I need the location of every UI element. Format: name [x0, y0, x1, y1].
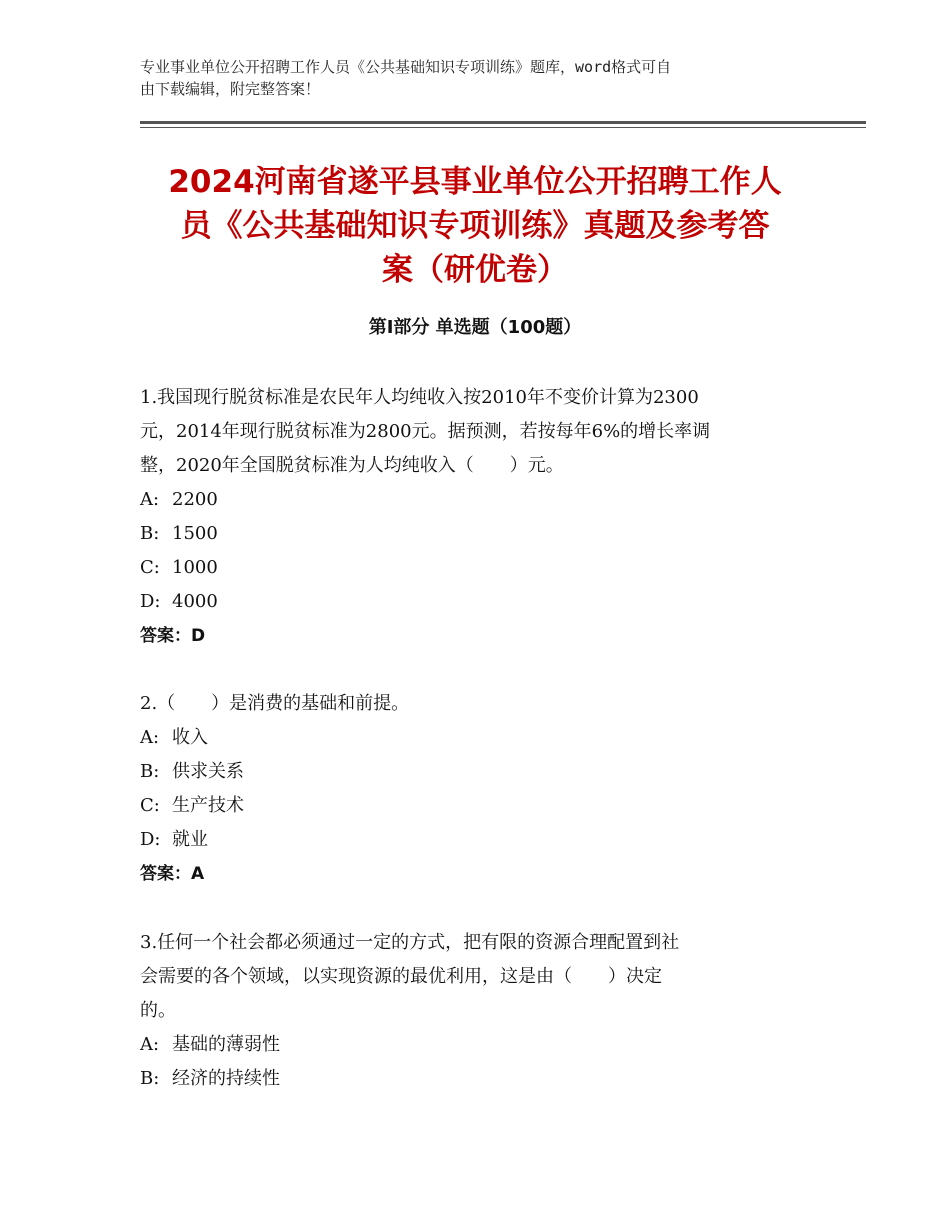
- option-text: 1500: [172, 523, 218, 544]
- option-letter: C:: [140, 557, 160, 578]
- option-text: 2200: [172, 489, 218, 510]
- question-3: [140, 926, 840, 1096]
- option-d: [140, 585, 840, 619]
- option-text: 1000: [172, 557, 218, 578]
- option-letter: B:: [140, 523, 160, 544]
- option-letter: C:: [140, 795, 160, 816]
- option-text: 供求关系: [172, 761, 244, 782]
- question-stem-line: 会需要的各个领域，以实现资源的最优利用，这是由（ ）决定: [140, 966, 662, 987]
- document-title: [120, 160, 830, 292]
- option-letter: A:: [140, 1034, 160, 1055]
- option-letter: D:: [140, 591, 161, 612]
- question-stem-line: 1.我国现行脱贫标准是农民年人均纯收入按2010年不变价计算为2300: [140, 387, 699, 408]
- option-text: 就业: [172, 829, 208, 850]
- option-letter: A:: [140, 727, 160, 748]
- question-1: [140, 381, 840, 653]
- option-text: 经济的持续性: [172, 1068, 280, 1089]
- title-line: 案（研优卷）: [382, 252, 568, 288]
- option-c: [140, 789, 840, 823]
- header-note-line: 由下载编辑，附完整答案！: [140, 80, 321, 98]
- title-line: 员《公共基础知识专项训练》真题及参考答: [180, 208, 770, 244]
- header-divider-thick: [140, 121, 866, 124]
- section-title: 第Ⅰ部分 单选题（100题）: [368, 317, 582, 338]
- option-d: [140, 823, 840, 857]
- question-stem-line: 2.（ ）是消费的基础和前提。: [140, 693, 410, 714]
- option-text: 收入: [172, 727, 208, 748]
- question-2: [140, 687, 840, 891]
- option-b: [140, 755, 840, 789]
- option-a: [140, 1028, 840, 1062]
- answer-label: 答案：A: [140, 864, 205, 884]
- option-letter: B:: [140, 761, 160, 782]
- option-letter: D:: [140, 829, 161, 850]
- header-note-line: 专业事业单位公开招聘工作人员《公共基础知识专项训练》题库，word格式可自: [140, 58, 672, 76]
- option-b: [140, 517, 840, 551]
- header-divider-thin: [140, 127, 866, 128]
- header-note: [140, 56, 820, 100]
- option-b: [140, 1062, 840, 1096]
- question-stem-line: 元，2014年现行脱贫标准为2800元。据预测，若按每年6%的增长率调: [140, 421, 711, 442]
- option-text: 生产技术: [172, 795, 244, 816]
- option-text: 4000: [172, 591, 218, 612]
- option-letter: A:: [140, 489, 160, 510]
- answer-label: 答案：D: [140, 626, 206, 646]
- question-stem-line: 3.任何一个社会都必须通过一定的方式，把有限的资源合理配置到社: [140, 932, 680, 953]
- option-c: [140, 551, 840, 585]
- option-a: [140, 483, 840, 517]
- title-line: 2024河南省遂平县事业单位公开招聘工作人: [168, 164, 782, 200]
- option-text: 基础的薄弱性: [172, 1034, 280, 1055]
- question-stem-line: 整，2020年全国脱贫标准为人均纯收入（ ）元。: [140, 455, 564, 476]
- option-a: [140, 721, 840, 755]
- question-stem-line: 的。: [140, 1000, 176, 1021]
- option-letter: B:: [140, 1068, 160, 1089]
